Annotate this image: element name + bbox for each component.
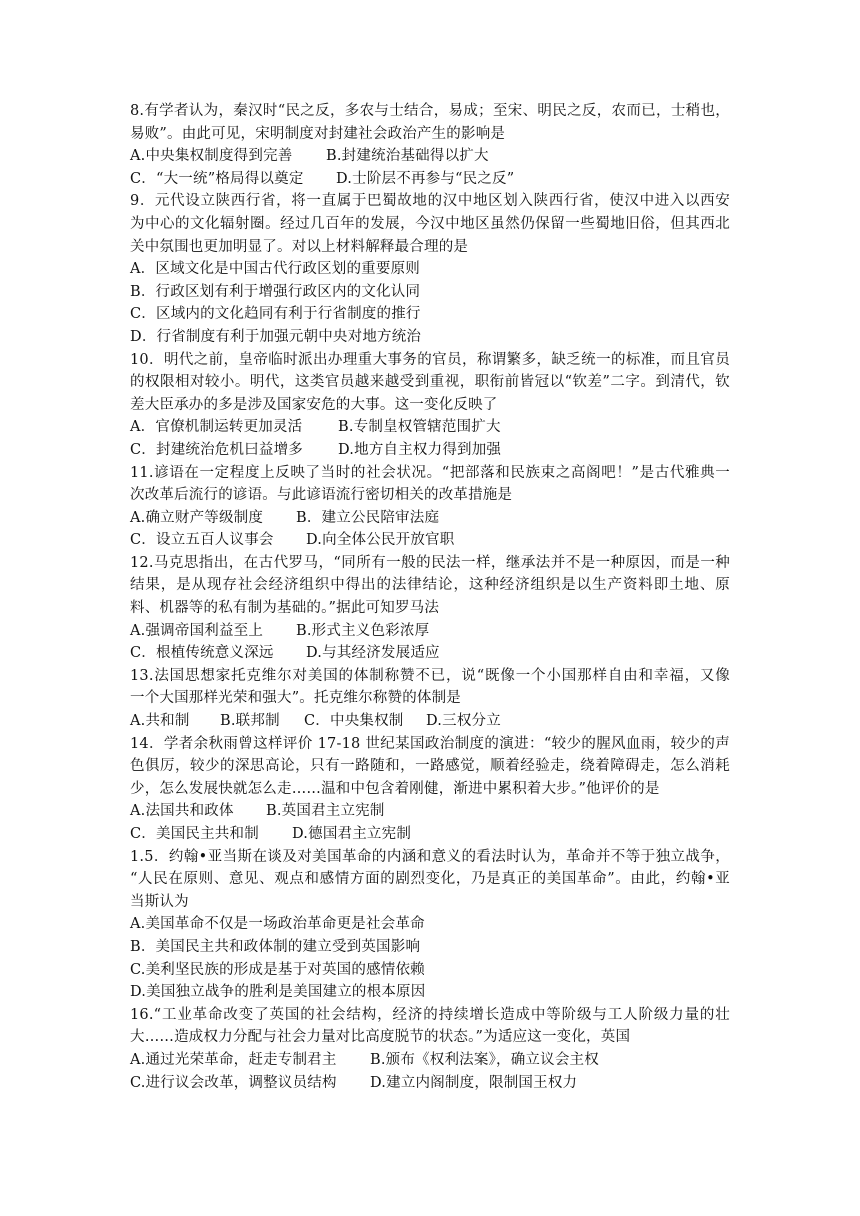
option-row <box>130 145 730 168</box>
exam-page <box>130 100 730 1094</box>
option-c[interactable]: C．封建统治危机曰益增多 <box>130 441 303 458</box>
option-row <box>130 529 730 552</box>
question-stem-line: 10．明代之前，皇帝临时派出办理重大事务的官员，称谓繁多，缺乏统一的标准，而且官员 <box>130 351 730 368</box>
option-row <box>130 620 730 643</box>
option-a[interactable]: A.强调帝国利益至上 <box>130 622 264 639</box>
question-stem-line: 16.“工业革命改变了英国的社会结构，经济的持续增长造成中等阶级与工人阶级力量的壮 <box>130 1006 730 1023</box>
option-row <box>130 800 730 823</box>
option-b[interactable]: B.联邦制 <box>220 713 280 730</box>
option-b[interactable]: B．建立公民陪审法庭 <box>296 509 440 526</box>
option-a[interactable]: A．官僚机制运转更加灵活 <box>130 419 303 436</box>
option-c[interactable]: C.美利坚民族的形成是基于对英国的感情依赖 <box>130 961 425 978</box>
option-b[interactable]: B.英国君主立宪制 <box>266 803 385 820</box>
option-c[interactable]: C．区域内的文化趋同有利于行省制度的推行 <box>130 306 421 323</box>
option-a[interactable]: A.共和制 <box>130 713 190 730</box>
question-9 <box>130 190 730 348</box>
question-stem-line: 色俱厉，较少的深思高论，只有一路随和，一路感觉，顺着经验走，绕着障碍走，怎么消耗 <box>130 758 730 775</box>
question-stem-line: 为中心的文化辐射圈。经过几百年的发展，今汉中地区虽然仍保留一些蜀地旧俗，但其西北 <box>130 215 730 232</box>
option-row <box>130 439 730 462</box>
option-c[interactable]: C．设立五百人议事会 <box>130 532 274 549</box>
option-c[interactable]: C．中央集权制 <box>304 713 404 730</box>
question-stem-line: 差大臣承办的多是涉及国家安危的大事。这一变化反映了 <box>130 396 498 413</box>
option-d[interactable]: D.向全体公民开放官职 <box>306 532 455 549</box>
option-row <box>130 168 730 191</box>
question-stem-line: 14．学者余秋雨曾这样评价 17-18 世纪某国政治制度的演进：“较少的腥风血雨，较少的声 <box>130 735 730 752</box>
option-c[interactable]: C．“大一统”格局得以奠定 <box>130 170 304 187</box>
option-a[interactable]: A.美国革命不仅是一场政治革命更是社会革命 <box>130 916 425 933</box>
question-stem-line: 1.5．约翰•亚当斯在谈及对美国革命的内涵和意义的看法时认为，革命并不等于独立战争， <box>130 848 730 865</box>
option-row <box>130 710 730 733</box>
question-stem-line: 8.有学者认为，秦汉时“民之反，多农与士结合，易成；至宋、明民之反，农而已，士稍也， <box>130 103 730 119</box>
question-stem-line: “人民在原则、意见、观点和感情方面的剧烈变化，乃是真正的美国革命”。由此，约翰•亚 <box>130 871 730 888</box>
option-a[interactable]: A．区域文化是中国古代行政区划的重要原则 <box>130 261 420 278</box>
question-stem-line: 结果，是从现存社会经济组织中得出的法律结论，这种经济组织是以生产资料即土地、原 <box>130 577 730 594</box>
option-d[interactable]: D.德国君主立宪制 <box>292 826 412 842</box>
question-stem-line: 当斯认为 <box>130 893 189 910</box>
question-stem-line: 一个大国那样光荣和强大”。托克维尔称赞的体制是 <box>130 690 462 707</box>
question-stem-line: 次改革后流行的谚语。与此谚语流行密切相关的改革措施是 <box>130 487 513 504</box>
option-c[interactable]: C．美国民主共和制 <box>130 826 259 842</box>
question-stem-line: 易败”。由此可见，宋明制度对封建社会政治产生的影响是 <box>130 125 506 142</box>
option-b[interactable]: B．美国民主共和政体制的建立受到英国影响 <box>130 938 421 955</box>
option-row <box>130 1049 730 1072</box>
option-b[interactable]: B．行政区划有利于增强行政区内的文化认同 <box>130 283 421 300</box>
option-row <box>130 1072 730 1095</box>
question-stem-line: 大……造成权力分配与社会力量对比高度脱节的状态。”为适应这一变化，英国 <box>130 1029 631 1046</box>
option-a[interactable]: A.确立财产等级制度 <box>130 509 264 526</box>
question-stem-line: 料、机器等的私有制为基础的。”据此可知罗马法 <box>130 600 440 617</box>
question-12 <box>130 552 730 665</box>
option-a[interactable]: A.法国共和政体 <box>130 803 234 820</box>
question-11 <box>130 462 730 552</box>
option-b[interactable]: B.封建统治基础得以扩大 <box>326 148 489 165</box>
option-b[interactable]: B.形式主义色彩浓厚 <box>296 622 430 639</box>
option-d[interactable]: D．行省制度有利于加强元朝中央对地方统治 <box>130 328 422 345</box>
option-row <box>130 823 730 846</box>
option-row <box>130 507 730 530</box>
question-stem-line: 的权限相对较小。明代，这类官员越来越受到重视，职衔前皆冠以“钦差”二字。到清代，钦 <box>130 374 730 391</box>
option-c[interactable]: C．根植传统意义深远 <box>130 645 274 662</box>
option-a[interactable]: A.通过光荣革命，赶走专制君主 <box>130 1051 337 1068</box>
option-d[interactable]: D.建立内阁制度，限制国王权力 <box>370 1074 578 1091</box>
option-c[interactable]: C.进行议会改革，调整议员结构 <box>130 1074 337 1091</box>
question-10 <box>130 349 730 462</box>
option-d[interactable]: D.三权分立 <box>426 713 501 730</box>
question-stem-line: 9．元代设立陕西行省，将一直属于巴蜀故地的汉中地区划入陕西行省，使汉中进入以西安 <box>130 193 730 210</box>
question-14 <box>130 733 730 846</box>
question-8 <box>130 100 730 190</box>
option-d[interactable]: D.与其经济发展适应 <box>306 645 440 662</box>
option-row <box>130 642 730 665</box>
option-row <box>130 416 730 439</box>
option-d[interactable]: D.地方自主权力得到加强 <box>338 441 502 458</box>
question-15 <box>130 846 730 1004</box>
option-b[interactable]: B.专制皇权管辖范围扩大 <box>338 419 501 436</box>
option-d[interactable]: D.美国独立战争的胜利是美国建立的根本原因 <box>130 984 426 1001</box>
question-stem-line: 关中氛围也更加明显了。对以上材料解释最合理的是 <box>130 238 469 255</box>
question-13 <box>130 665 730 733</box>
option-b[interactable]: B.颁布《权利法案》，确立议会主权 <box>370 1051 599 1068</box>
question-stem-line: 11.谚语在一定程度上反映了当时的社会状况。“把部落和民族束之高阁吧！”是古代雅典一 <box>130 464 730 481</box>
question-stem-line: 少，怎么发展快就怎么走……温和中包含着刚健，渐进中累积着大步。”他评价的是 <box>130 780 660 797</box>
option-a[interactable]: A.中央集权制度得到完善 <box>130 148 293 165</box>
option-d[interactable]: D.士阶层不再参与“民之反” <box>336 170 515 187</box>
question-stem-line: 13.法国思想家托克维尔对美国的体制称赞不已，说“既像一个小国那样自由和幸福，又像 <box>130 667 730 684</box>
question-stem-line: 12.马克思指出，在古代罗马，“同所有一般的民法一样，继承法并不是一种原因，而是一种 <box>130 554 730 571</box>
question-16 <box>130 1004 730 1094</box>
